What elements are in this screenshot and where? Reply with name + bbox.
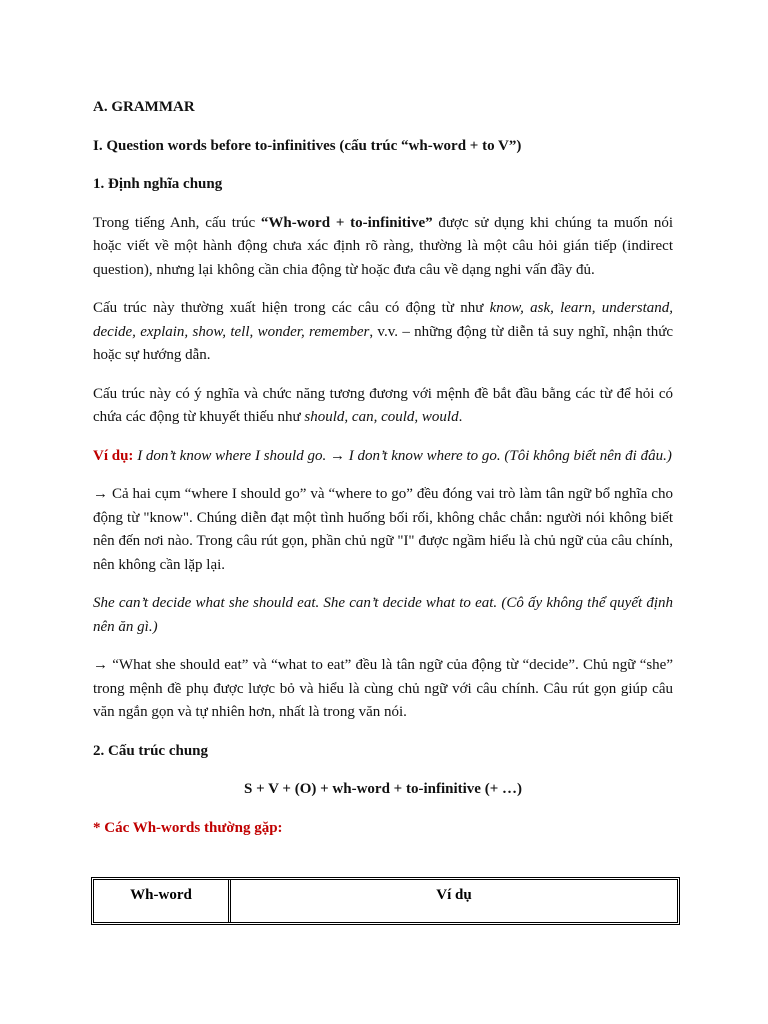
para3-modal-list: should, can, could, would — [304, 409, 459, 425]
para2-verb-list: know, ask, learn, understand, decide, explain, show, tell, wonder, remember — [93, 300, 673, 340]
para1-bold-structure: “Wh-word + to-infinitive” — [260, 214, 433, 231]
example-1-text: I don’t know where I should go. → I don’t know where to go. (Tôi không biết nên đi đâu.) — [133, 447, 672, 464]
section-title: A. GRAMMAR — [93, 99, 195, 115]
example-label: Ví dụ: — [93, 447, 134, 464]
wh-words-heading: * Các Wh-words thường gặp: — [93, 819, 283, 836]
paragraph-verbs — [93, 297, 673, 368]
heading-structure: 2. Cấu trúc chung — [93, 742, 209, 759]
paragraph-explanation-2: → “What she should eat” và “what to eat” đều là tân ngữ của động từ “decide”. Chủ ngữ “she” trong mệnh đề phụ được lược bỏ và hiểu là cùng chủ ngữ với câu chính. Câu rút gọn giúp câu văn ngắn gọn và tự nhiên hơn, nhất là trong văn nói. — [93, 657, 673, 720]
para1-text-before: Trong tiếng Anh, cấu trúc — [93, 214, 261, 231]
table-header-wh-word: Wh-word — [94, 880, 231, 922]
para3-text-before: Cấu trúc này có ý nghĩa và chức năng tương đương với mệnh đề bắt đầu bằng các từ để hỏi có chứa các động từ khuyết thiếu như — [93, 385, 673, 425]
para2-text-before: Cấu trúc này thường xuất hiện trong các câu có động từ như — [93, 300, 490, 316]
example-1 — [93, 445, 673, 469]
wh-words-table — [91, 877, 680, 925]
para2-text-after: , v.v. – những động từ diễn tả suy nghĩ, nhận thức hoặc sự hướng dẫn. — [93, 323, 673, 363]
para1-text-after: được sử dụng khi chúng ta muốn nói hoặc viết về một hành động chưa xác định rõ ràng, thường là một câu hỏi gián tiếp (indirect question), nhưng lại không cần chia động từ hoặc đưa câu về dạng nghi vấn đầy đủ. — [93, 214, 673, 278]
formula: S + V + (O) + wh-word + to-infinitive (+ …) — [243, 781, 522, 797]
paragraph-modals — [93, 383, 673, 430]
table-header-row — [94, 880, 677, 922]
subsection-title: I. Question words before to-infinitives (cấu trúc “wh-word + to V”) — [93, 137, 522, 154]
para3-text-after: . — [458, 409, 463, 425]
document-body — [93, 96, 673, 840]
example-2: She can’t decide what she should eat. She can’t decide what to eat. (Cô ấy không thể quyết định nên ăn gì.) — [93, 595, 673, 635]
paragraph-explanation-1: → Cả hai cụm “where I should go” và “where to go” đều đóng vai trò làm tân ngữ bổ nghĩa cho động từ "know". Chúng diễn đạt một tình huống bối rối, không chắc chắn: người nói không biết nên đến nơi nào. Trong câu rút gọn, phần chủ ngữ "I" được ngầm hiểu là chủ ngữ của câu chính, nên không cần lặp lại. — [93, 486, 673, 573]
heading-definition: 1. Định nghĩa chung — [93, 176, 223, 192]
paragraph-definition — [93, 212, 673, 283]
table-header-example: Ví dụ — [436, 887, 472, 903]
